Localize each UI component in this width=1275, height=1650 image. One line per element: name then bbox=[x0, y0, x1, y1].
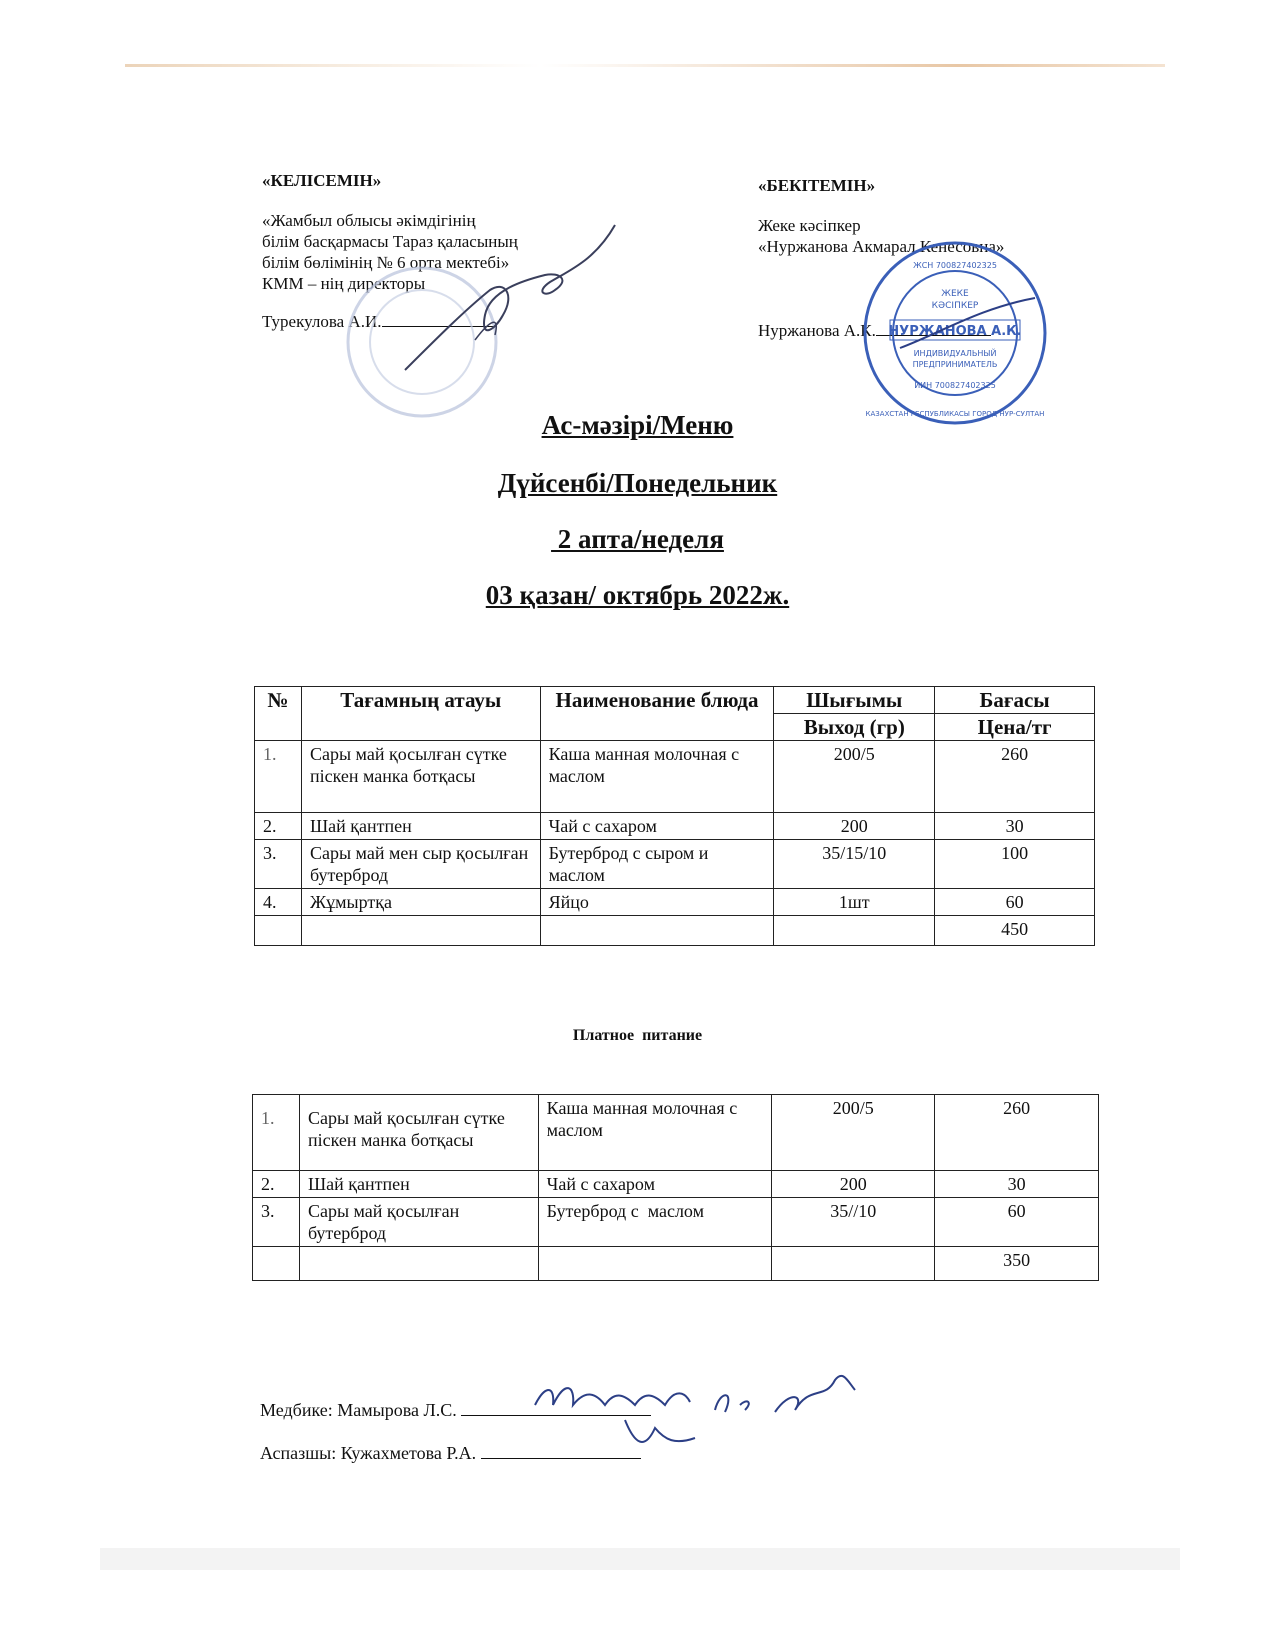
col-header-name-ru: Наименование блюда bbox=[540, 687, 774, 741]
row-name-kz: Жұмыртқа bbox=[301, 889, 540, 916]
stamp-id-2: ИИН 700827402325 bbox=[914, 381, 996, 390]
stamp-text-2: КӘСІПКЕР bbox=[931, 301, 979, 311]
col-header-price-kz: Бағасы bbox=[935, 687, 1095, 714]
entrepreneur-stamp-image bbox=[860, 238, 1050, 428]
row-number: 2. bbox=[253, 1171, 300, 1198]
row-name-kz: Сары май қосылған сүтке піскен манка ботқасы bbox=[299, 1095, 538, 1171]
col-header-yield-kz: Шығымы bbox=[774, 687, 935, 714]
row-yield: 200/5 bbox=[774, 741, 935, 813]
scan-bottom-edge bbox=[100, 1548, 1180, 1570]
row-yield: 200 bbox=[774, 813, 935, 840]
table-row bbox=[255, 741, 1095, 813]
row-name-ru: Каша манная молочная с маслом bbox=[540, 741, 774, 813]
approved-signer: Нуржанова А.К. bbox=[758, 321, 876, 340]
page-title-date: 03 қазан/ октябрь 2022ж. bbox=[485, 580, 790, 610]
col-header-name-kz: Тағамның атауы bbox=[301, 687, 540, 741]
row-name-kz: Шай қантпен bbox=[301, 813, 540, 840]
table-row bbox=[255, 840, 1095, 889]
col-header-price-ru: Цена/тг bbox=[935, 714, 1095, 741]
row-name-ru: Бутерброд с сыром и маслом bbox=[540, 840, 774, 889]
paid-meals-title: Платное питание bbox=[572, 1027, 703, 1044]
row-name-ru: Чай с сахаром bbox=[538, 1171, 772, 1198]
table-row bbox=[253, 1198, 1099, 1247]
table-row bbox=[253, 1095, 1099, 1171]
row-name-ru: Яйцо bbox=[540, 889, 774, 916]
row-yield: 35//10 bbox=[772, 1198, 935, 1247]
stamp-name: НУРЖАНОВА А.К. bbox=[888, 324, 1022, 339]
total-price: 450 bbox=[935, 916, 1095, 946]
table-header-row bbox=[255, 687, 1095, 714]
stamp-id-1: ЖСН 700827402325 bbox=[913, 261, 997, 270]
row-price: 60 bbox=[935, 889, 1095, 916]
row-price: 30 bbox=[935, 813, 1095, 840]
scan-top-edge bbox=[125, 64, 1165, 67]
row-number: 3. bbox=[253, 1198, 300, 1247]
table-total-row bbox=[255, 916, 1095, 946]
agreed-line-3: білім бөлімінің № 6 орта мектебі» bbox=[262, 253, 510, 272]
row-number: 1. bbox=[255, 741, 302, 813]
row-name-ru: Чай с сахаром bbox=[540, 813, 774, 840]
approved-line-1: Жеке кәсіпкер bbox=[758, 216, 861, 235]
page-title-week: 2 апта/неделя bbox=[551, 524, 724, 554]
stamp-text-4: ПРЕДПРИНИМАТЕЛЬ bbox=[912, 360, 998, 369]
agreed-line-4: КММ – нің директоры bbox=[262, 274, 426, 293]
paid-menu-table bbox=[252, 1094, 1099, 1281]
stamp-ring-text: КАЗАХСТАН РЕСПУБЛИКАСЫ ГОРОД НУР-СУЛТАН bbox=[865, 410, 1045, 418]
stamp-text-1: ЖЕКЕ bbox=[941, 289, 969, 299]
row-name-kz: Сары май қосылған бутерброд bbox=[299, 1198, 538, 1247]
nurse-label: Медбике: Мамырова Л.С. bbox=[260, 1400, 457, 1420]
row-price: 60 bbox=[935, 1198, 1099, 1247]
row-number: 4. bbox=[255, 889, 302, 916]
row-number: 2. bbox=[255, 813, 302, 840]
col-header-number: № bbox=[255, 687, 302, 741]
total-price: 350 bbox=[935, 1247, 1099, 1281]
row-price: 260 bbox=[935, 741, 1095, 813]
cook-label: Аспазшы: Кужахметова Р.А. bbox=[260, 1443, 477, 1463]
row-name-kz: Сары май қосылған сүтке піскен манка ботқасы bbox=[301, 741, 540, 813]
stamp-text-3: ИНДИВИДУАЛЬНЫЙ bbox=[913, 349, 997, 358]
row-yield: 200/5 bbox=[772, 1095, 935, 1171]
row-name-ru: Бутерброд с маслом bbox=[538, 1198, 772, 1247]
row-name-ru: Каша манная молочная с маслом bbox=[538, 1095, 772, 1171]
row-name-kz: Шай қантпен bbox=[299, 1171, 538, 1198]
row-price: 100 bbox=[935, 840, 1095, 889]
row-name-kz: Сары май мен сыр қосылған бутерброд bbox=[301, 840, 540, 889]
agreed-signer: Турекулова А.И. bbox=[262, 312, 382, 331]
table-row bbox=[253, 1171, 1099, 1198]
approved-line-2: «Нуржанова Акмарал Кенесовна» bbox=[758, 237, 1005, 256]
table-row bbox=[255, 889, 1095, 916]
row-price: 260 bbox=[935, 1095, 1099, 1171]
page-title-menu: Ас-мәзірі/Меню bbox=[541, 410, 734, 440]
row-number: 1. bbox=[253, 1095, 300, 1171]
table-total-row bbox=[253, 1247, 1099, 1281]
col-header-yield-ru: Выход (гр) bbox=[774, 714, 935, 741]
agreed-line-1: «Жамбыл облысы әкімдігінің bbox=[262, 211, 476, 230]
nurse-signature bbox=[525, 1350, 905, 1460]
menu-table bbox=[254, 686, 1095, 946]
page-title-day: Дүйсенбі/Понедельник bbox=[497, 468, 778, 498]
row-number: 3. bbox=[255, 840, 302, 889]
row-yield: 200 bbox=[772, 1171, 935, 1198]
table-row bbox=[255, 813, 1095, 840]
row-yield: 35/15/10 bbox=[774, 840, 935, 889]
agreed-line-2: білім басқармасы Тараз қаласының bbox=[262, 232, 518, 251]
row-yield: 1шт bbox=[774, 889, 935, 916]
director-signature bbox=[395, 220, 625, 380]
agreed-heading: «КЕЛІСЕМІН» bbox=[262, 171, 382, 190]
approved-heading: «БЕКІТЕМІН» bbox=[758, 176, 876, 195]
row-price: 30 bbox=[935, 1171, 1099, 1198]
